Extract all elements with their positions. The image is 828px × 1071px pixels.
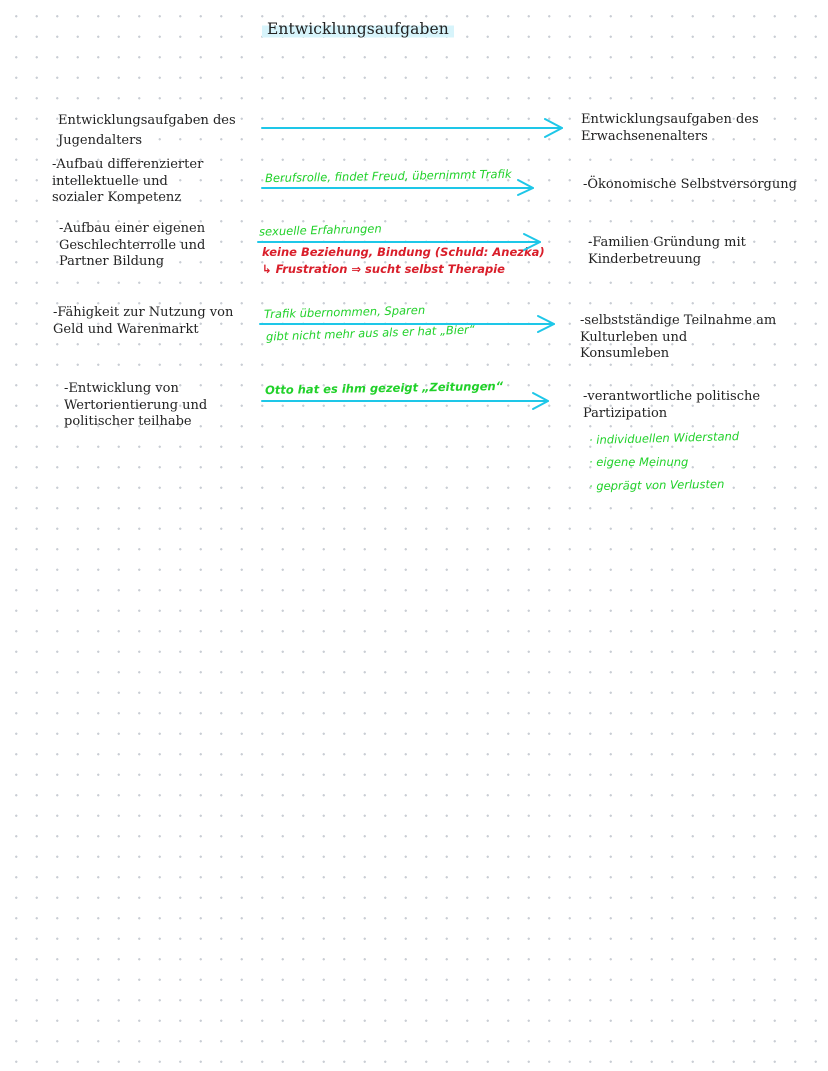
note-row3-green-1: Trafik übernommen, Sparen [263, 302, 426, 322]
adult-task-3: -selbstständige Teilnahme am Kulturleben und Konsumleben [580, 313, 777, 361]
adult-task-4: -verantwortliche politische Partizipation [583, 389, 761, 421]
participation-note-2: · eigene Meinung [589, 455, 689, 469]
participation-note-3: · geprägt von Verlusten [588, 476, 725, 494]
youth-task-3: -Fähigkeit zur Nutzung von Geld und Warenmarkt [53, 305, 234, 337]
page-title: Entwicklungsaufgaben [262, 20, 454, 39]
note-row2-red-2: ↳ Frustration ⇒ sucht selbst Therapie [262, 262, 505, 276]
note-row3-green-2: gibt nicht mehr aus als er hat „Bier“ [265, 322, 475, 344]
adult-task-1: -Ökonomische Selbstversorgung [583, 177, 797, 192]
youth-task-1: -Aufbau differenzierter intellektuelle und sozialer Kompetenz [52, 157, 204, 205]
header-arrow [262, 119, 562, 137]
note-row4-green-1: Otto hat es ihm gezeigt „Zeitungen“ [264, 378, 504, 398]
adult-task-2: -Familien Gründung mit Kinderbetreuung [588, 235, 746, 267]
youth-task-2: -Aufbau einer eigenen Geschlechterrolle und Partner Bildung [59, 221, 206, 269]
youth-task-4: -Entwicklung von Wertorientierung und politischer teilhabe [64, 381, 208, 429]
note-row2-red-1: keine Beziehung, Bindung (Schuld: Anezka) [262, 245, 545, 259]
note-row1-green-1: Berufsrolle, findet Freud, übernimmt Trafik [264, 166, 512, 186]
note-row2-green-1: sexuelle Erfahrungen [258, 221, 382, 239]
participation-note-1: · individuellen Widerstand [588, 429, 740, 447]
right-header: Entwicklungsaufgaben des Erwachsenenalters [581, 112, 759, 144]
left-header: Entwicklungsaufgaben des Jugendalters [58, 113, 236, 148]
